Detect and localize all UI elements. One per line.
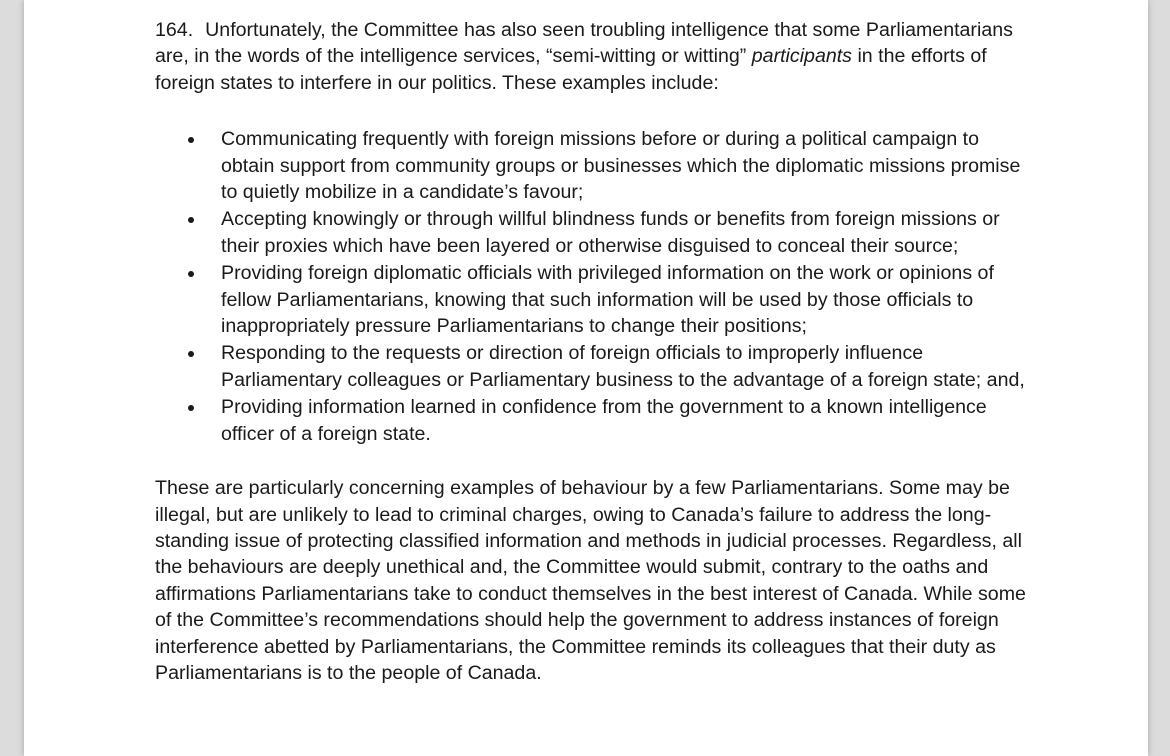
list-item-text: Accepting knowingly or through willful blindness funds or benefits from foreign missions or their proxies which have been layered or otherwise disguised to conceal their source; (221, 208, 1000, 257)
bullet-icon (188, 217, 194, 223)
list-item (155, 126, 1035, 205)
bullet-icon (188, 351, 194, 357)
list-item (155, 260, 1035, 339)
list-item-text: Providing information learned in confidence from the government to a known intelligence officer of a foreign state. (221, 396, 987, 445)
list-item-text: Communicating frequently with foreign missions before or during a political campaign to obtain support from community groups or businesses which the diplomatic missions promise to quietly mobilize in a candidate’s favour; (221, 128, 1021, 204)
list-item-text: Responding to the requests or direction of foreign officials to improperly influence Parliamentary colleagues or Parliamentary business to the advantage of a foreign state; and, (221, 342, 1025, 391)
intro-emphasis: participants (751, 45, 852, 68)
closing-paragraph: These are particularly concerning examples of behaviour by a few Parliamentarians. Some may be illegal, but are unlikely to lead to criminal charges, owing to Canada’s failure to address the long-standing issue of protecting classified information and methods in judicial processes. Regardless, all the behaviours are deeply unethical and, the Committee would submit, contrary to the oaths and affirmations Parliamentarians take to conduct themselves in the best interest of Canada. While some of the Committee’s recommendations should help the government to address instances of foreign interference abetted by Parliamentarians, the Committee reminds its colleagues that their duty as Parliamentarians is to the people of Canada. (155, 477, 1026, 684)
list-item (155, 340, 1035, 393)
bullet-icon (188, 405, 194, 411)
document-page (24, 0, 1148, 756)
intro-paragraph (155, 17, 1035, 96)
list-item-text: Providing foreign diplomatic officials with privileged information on the work or opinions of fellow Parliamentarians, knowing that such information will be used by those officials to inappropriately pressure Parliamentarians to change their positions; (221, 262, 994, 338)
intro-text-part1: Unfortunately, the Committee has also seen troubling intelligence that some Parliamentarians are, in the words of the intelligence services, “semi-witting or witting” (155, 19, 1013, 68)
list-item (155, 394, 1035, 447)
intro-text-part2: in the efforts of foreign states to interfere in our politics. These examples include: (155, 45, 987, 94)
paragraph-number: 164. (155, 19, 194, 41)
bullet-icon (188, 137, 194, 143)
document-body (155, 17, 1035, 686)
list-item (155, 206, 1035, 259)
examples-list (155, 126, 1035, 447)
bullet-icon (188, 271, 194, 277)
